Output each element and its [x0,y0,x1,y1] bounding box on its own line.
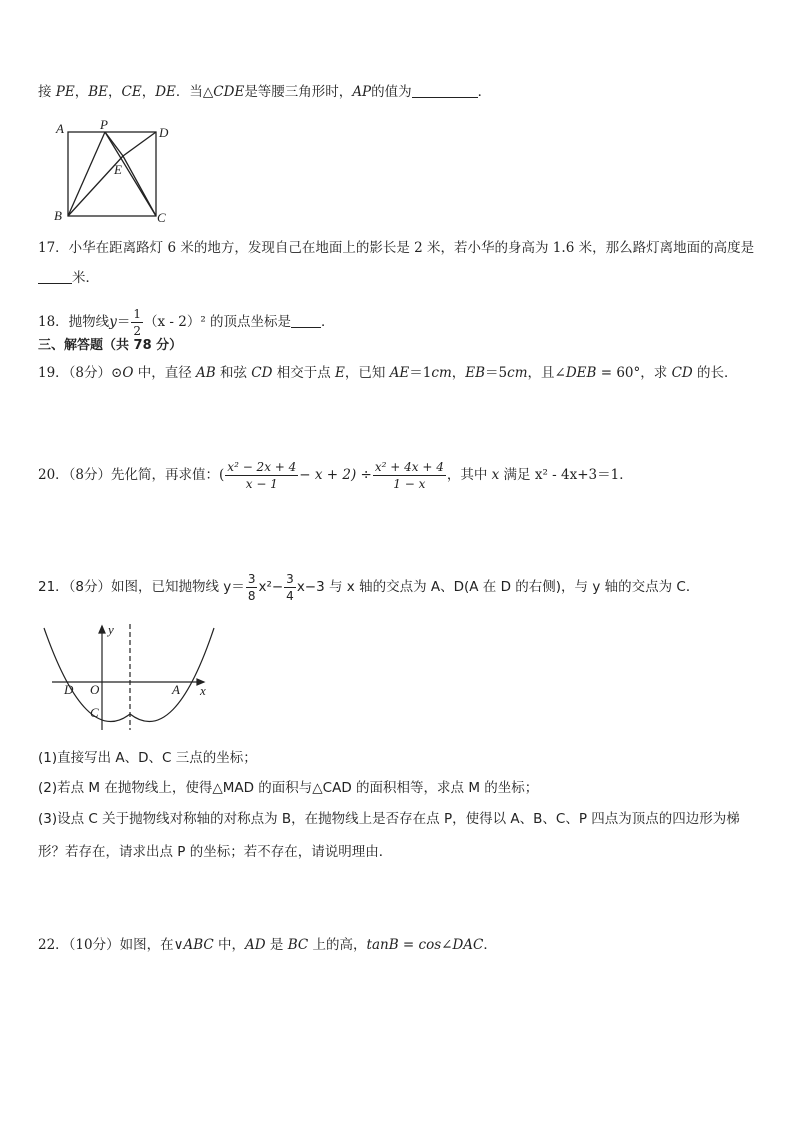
label-a: A [56,121,64,136]
q21-sub3-line2: 形？若存在，请求出点 P 的坐标；若不存在，请说明理由． [38,844,393,860]
answer-blank-18[interactable] [291,313,321,328]
fraction-three-quarters: $\frac{3}{4}$ [286,571,294,603]
q21-sub3-line1: (3)设点 C 关于抛物线对称轴的对称点为 B，在抛物线上是否存在点 P，使得以 A、B、C、P 四点为顶点的四边形为梯 [38,811,740,827]
q18-line: 18．抛物线y＝ $\frac{1}{2}$ （x - 2）² 的顶点坐标是 ． [38,307,335,338]
q19-line: 19．（8分）⊙O 中，直径 AB 和弦 CD 相交于点 E，已知 AE＝1cm，EB＝5cm，且∠DEB = 60°，求 CD 的长． [38,365,738,381]
label-c: C [157,210,166,225]
fraction-q20-1: $\frac{\text{x² − 2x + 4}}{x - 1}$ [227,460,297,491]
label-x: x [200,683,206,698]
y-axis-arrow [99,626,105,633]
label-d: D [64,682,74,697]
q17-line2: 米． [38,268,99,288]
q17-line1: 17．小华在距离路灯 6 米的地方，发现自己在地面上的影长是 2 米，若小华的身高为 1.6 米，那么路灯离地面的高度是 [38,240,755,256]
q20-line: 20．（8分）先化简，再求值：( $\frac{\text{x² − 2x + 4}}{x - 1}$ − x + 2) ÷ $\frac{\text{x² + 4x + 4}}{1 - x}$ ，其中 x 满足 x² - 4x+3＝1． [38,460,633,491]
label-o: O [90,682,100,697]
segment-pc [105,132,156,216]
label-y: y [108,622,114,637]
q21-parabola-figure [36,618,226,734]
label-c: C [90,705,99,720]
q22-line: 22．（10分）如图，在∨ABC 中，AD 是 BC 上的高，tanB = cos∠DAC． [38,937,497,953]
parabola-curve [44,628,214,722]
label-p: P [100,118,108,132]
q16-tail-line: 接 PE，BE，CE，DE．当△CDE是等腰三角形时，AP的值为 ． [38,84,492,100]
fraction-q20-2: $\frac{\text{x² + 4x + 4}}{1 - x}$ [374,460,444,491]
q16-square-figure [48,118,178,228]
segment-pb [68,132,105,216]
label-b: B [54,208,62,223]
label-e: E [114,162,122,177]
section-title-3: 三、解答题（共 78 分） [38,338,183,353]
label-d: D [159,125,169,140]
answer-blank-17[interactable] [38,269,72,284]
q21-line: 21．（8分）如图，已知抛物线 y＝ $\frac{3}{8}$ x²− $\frac{3}{4}$ x−3 与 x 轴的交点为 A、D(A 在 D 的右侧)，与 y 轴的交点为 C． [38,571,700,603]
segment-de [123,132,156,156]
answer-blank-16[interactable] [412,83,478,98]
fraction-three-eighths: $\frac{3}{8}$ [247,571,256,603]
fraction-one-half: $\frac{1}{2}$ [133,307,141,338]
q21-sub2: (2)若点 M 在抛物线上，使得△MAD 的面积与△CAD 的面积相等，求点 M 的坐标； [38,780,539,796]
q21-sub1: (1)直接写出 A、D、C 三点的坐标； [38,750,257,766]
label-a: A [172,682,180,697]
